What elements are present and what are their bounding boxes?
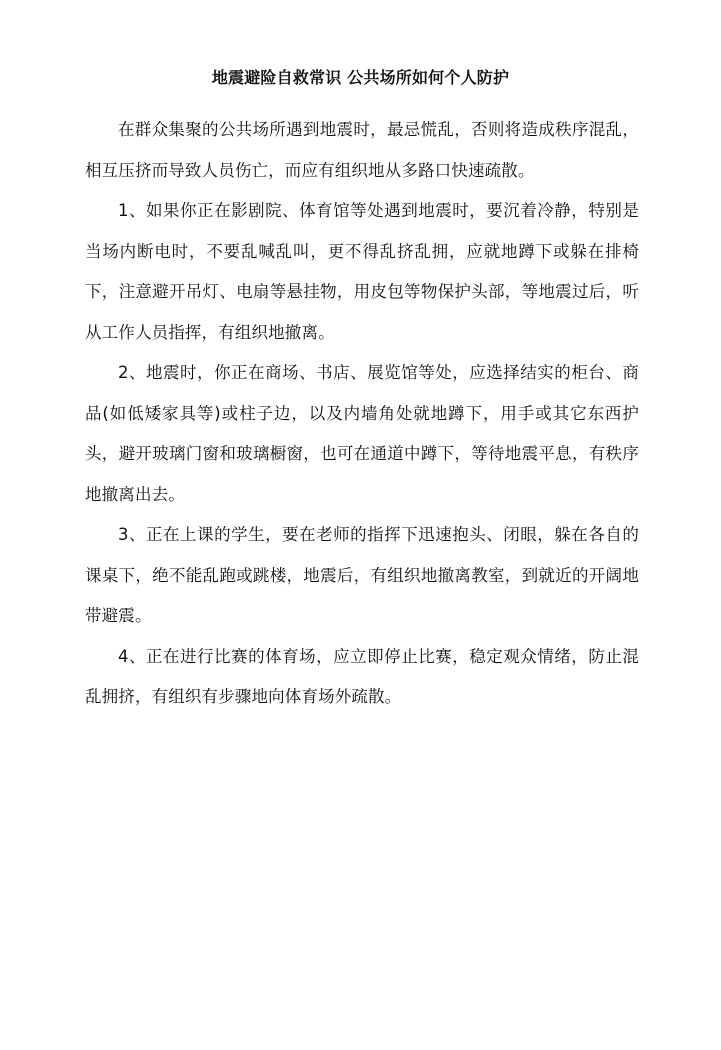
paragraph-classroom: 3、正在上课的学生，要在老师的指挥下迅速抱头、闭眼，躲在各自的课桌下，绝不能乱跑或跳楼，地震后，有组织地撤离教室，到就近的开阔地带避震。 [85,525,639,625]
intro-paragraph: 在群众集聚的公共场所遇到地震时，最忌慌乱，否则将造成秩序混乱，相互压挤而导致人员伤亡，而应有组织地从多路口快速疏散。 [85,120,639,180]
paragraph-theater: 1、如果你正在影剧院、体育馆等处遇到地震时，要沉着冷静，特别是当场内断电时，不要乱喊乱叫，更不得乱挤乱拥，应就地蹲下或躲在排椅下，注意避开吊灯、电扇等悬挂物，用皮包等物保护头部，等地震过后，听从工作人员指挥，有组织地撤离。 [85,201,639,342]
document-body [85,110,639,718]
paragraph-mall: 2、地震时，你正在商场、书店、展览馆等处，应选择结实的柜台、商品(如低矮家具等)或柱子边，以及内墙角处就地蹲下，用手或其它东西护头，避开玻璃门窗和玻璃橱窗，也可在通道中蹲下，等待地震平息，有秩序地撤离出去。 [85,363,639,504]
paragraph-stadium: 4、正在进行比赛的体育场，应立即停止比赛，稳定观众情绪，防止混乱拥挤，有组织有步骤地向体育场外疏散。 [85,646,639,706]
document-title: 地震避险自救常识 公共场所如何个人防护 [211,68,510,87]
